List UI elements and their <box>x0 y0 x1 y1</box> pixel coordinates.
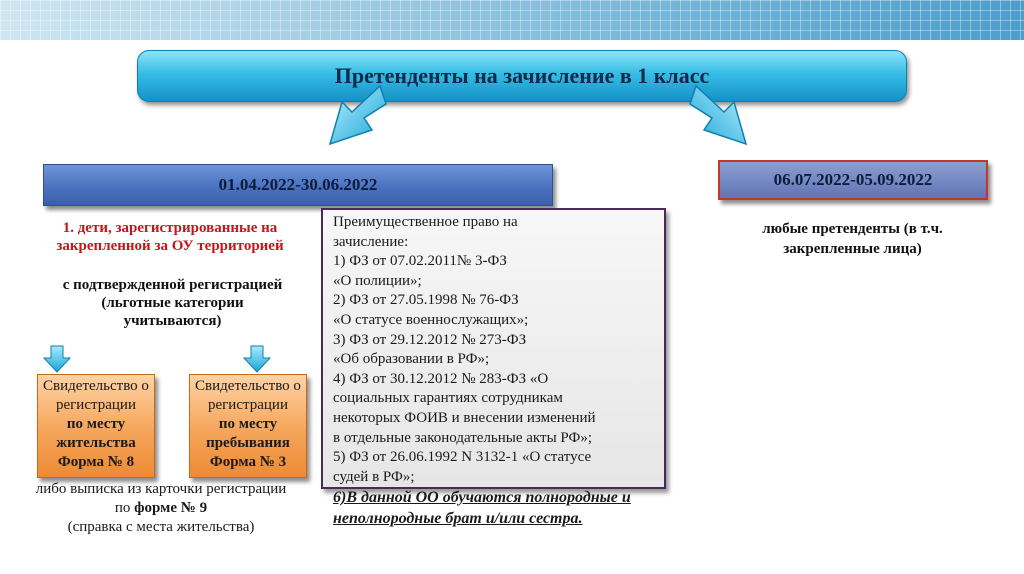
siblings-line: неполнородные брат и/или сестра. <box>333 510 583 528</box>
certificate-label: Свидетельство о регистрации <box>195 378 301 413</box>
period-right-text: 06.07.2022-05.09.2022 <box>773 170 933 189</box>
priority-line: 4) ФЗ от 30.12.2012 № 283-ФЗ «О <box>333 370 549 387</box>
priority-line: в отдельные законодательные акты РФ»; <box>333 429 593 446</box>
any-applicants-text: любые претенденты (в т.ч. закрепленные лица) <box>762 221 943 257</box>
slide-title-text: Претенденты на зачисление в 1 класс <box>334 63 710 88</box>
card-extract-text: либо выписка из карточки регистрации по <box>35 481 287 516</box>
arrow-down-icon <box>42 344 72 374</box>
arrow-down-right-icon <box>686 82 756 152</box>
header-grid-pattern <box>0 0 1024 40</box>
card-extract-form: форме № 9 <box>134 500 208 516</box>
period-left-text: 01.04.2022-30.06.2022 <box>218 175 378 194</box>
card-extract-clarification: (справка с места жительства) <box>67 519 255 535</box>
arrow-down-icon <box>242 344 272 374</box>
priority-line: Преимущественное право на <box>333 214 518 230</box>
period-right-box <box>718 160 988 200</box>
priority-line: некоторых ФОИВ и внесении изменений <box>333 409 596 426</box>
priority-line: 3) ФЗ от 29.12.2012 № 273-ФЗ <box>333 331 527 348</box>
priority-line: «О статусе военнослужащих»; <box>333 311 529 328</box>
slide-title <box>137 50 907 102</box>
arrow-down-left-icon <box>320 82 390 152</box>
period-left-box <box>43 164 553 206</box>
confirmed-registration-note: с подтвержденной регистрацией (льготные категории учитываются) <box>62 277 283 329</box>
priority-line: судей в РФ»; <box>333 468 415 485</box>
card-extract-note <box>30 480 292 537</box>
priority-right-text <box>333 213 673 529</box>
priority-line: 2) ФЗ от 27.05.1998 № 76-ФЗ <box>333 292 519 309</box>
certificate-form-label: по месту жительства Форма № 8 <box>56 416 136 470</box>
registered-children-heading: 1. дети, зарегистрированные на закрепленной за ОУ территорией <box>56 220 284 254</box>
priority-line: «О полиции»; <box>333 272 422 289</box>
decorative-header-band <box>0 0 1024 40</box>
priority-line: 5) ФЗ от 26.06.1992 N 3132-1 «О статусе <box>333 449 592 466</box>
certificate-form-label: по месту пребывания Форма № 3 <box>206 416 290 470</box>
priority-line: 1) ФЗ от 07.02.2011№ 3-ФЗ <box>333 253 507 270</box>
residence-certificate-box <box>37 374 155 478</box>
siblings-line: 6)В данной ОО обучаются полнородные и <box>333 489 631 507</box>
priority-line: «Об образовании в РФ»; <box>333 351 490 368</box>
certificate-label: Свидетельство о регистрации <box>43 378 149 413</box>
priority-line: зачисление: <box>333 233 409 250</box>
priority-line: социальных гарантиях сотрудникам <box>333 390 563 407</box>
stay-certificate-box <box>189 374 307 478</box>
